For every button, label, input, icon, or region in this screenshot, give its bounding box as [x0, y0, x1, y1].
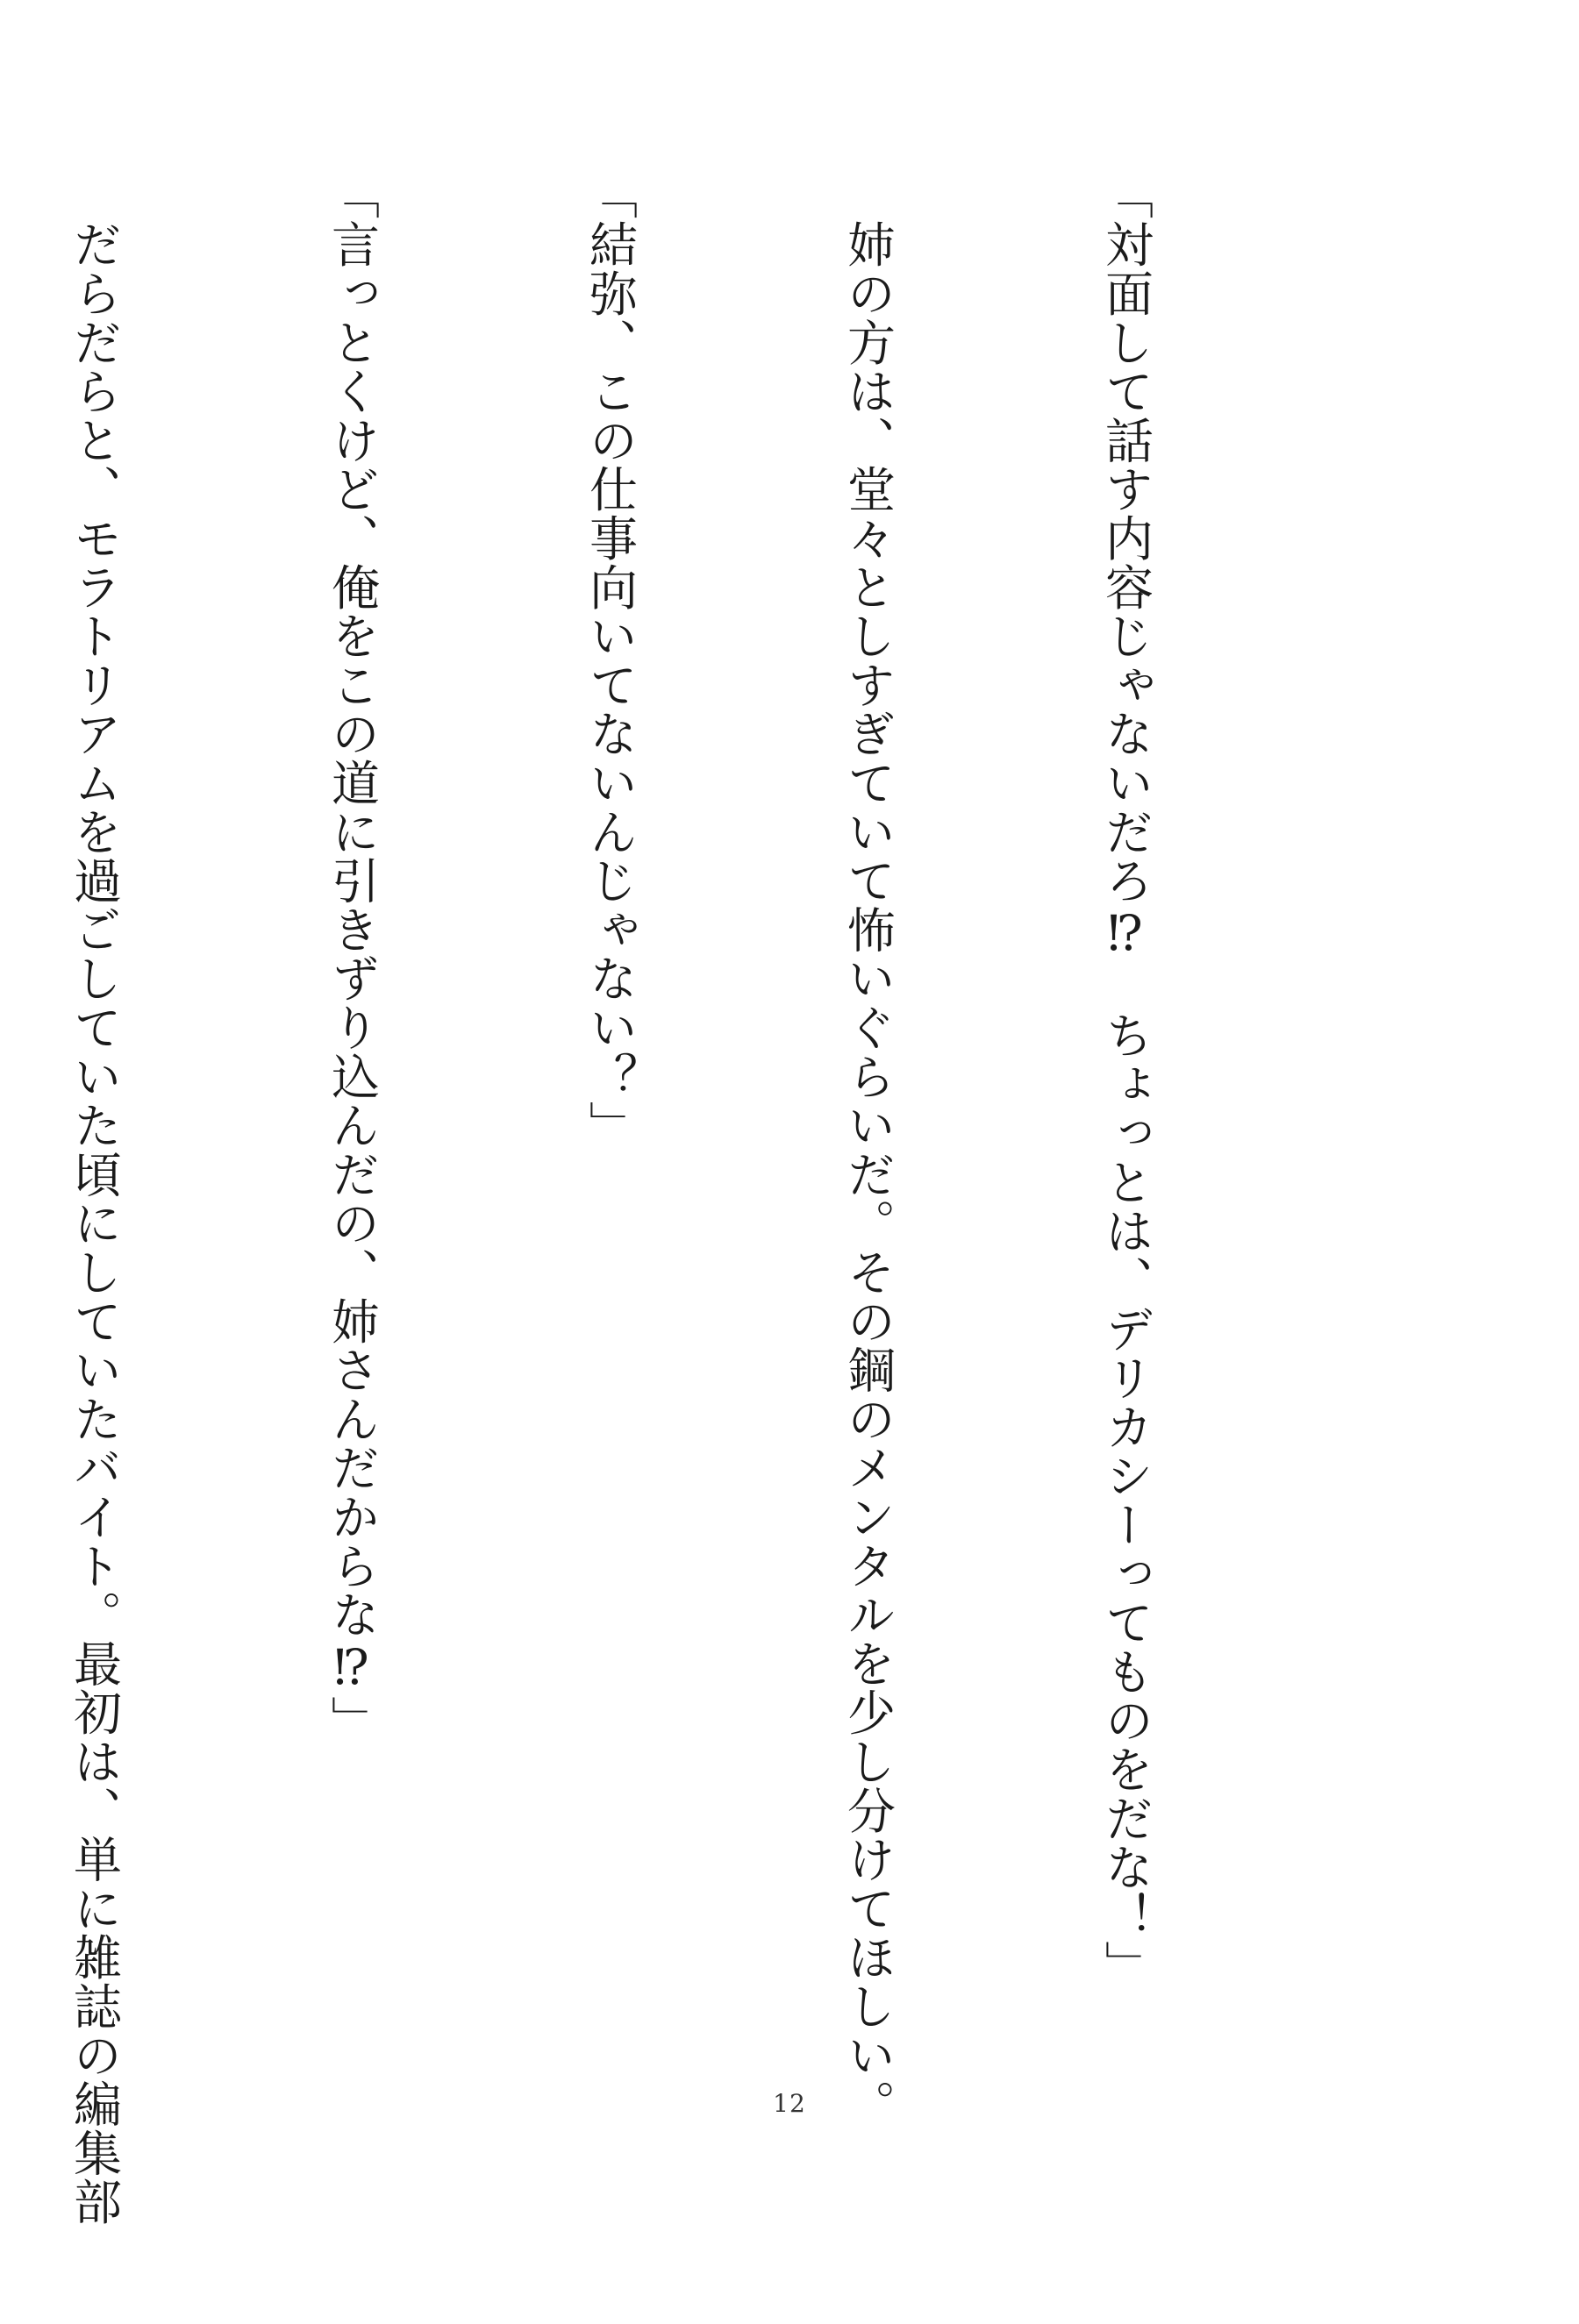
- text-line: 「言っとくけど、俺をこの道に引きずり込んだの、姉さんだからな⁉」: [324, 171, 380, 1745]
- text-line: 「対面して話す内容じゃないだろ⁉ ちょっとは、デリカシーってものをだな！」: [1097, 171, 1154, 1990]
- text-line: だらだらと、モラトリアムを過ごしていた頃にしていたバイト。最初は、単に雑誌の編集部: [66, 171, 122, 2227]
- page-number: 12: [773, 2089, 806, 2118]
- text-line: 「結弥、この仕事向いてないんじゃない？」: [582, 171, 638, 1150]
- text-line: 姉の方は、堂々としすぎていて怖いぐらいだ。その鋼のメンタルを少し分けてほしい。: [840, 171, 896, 2128]
